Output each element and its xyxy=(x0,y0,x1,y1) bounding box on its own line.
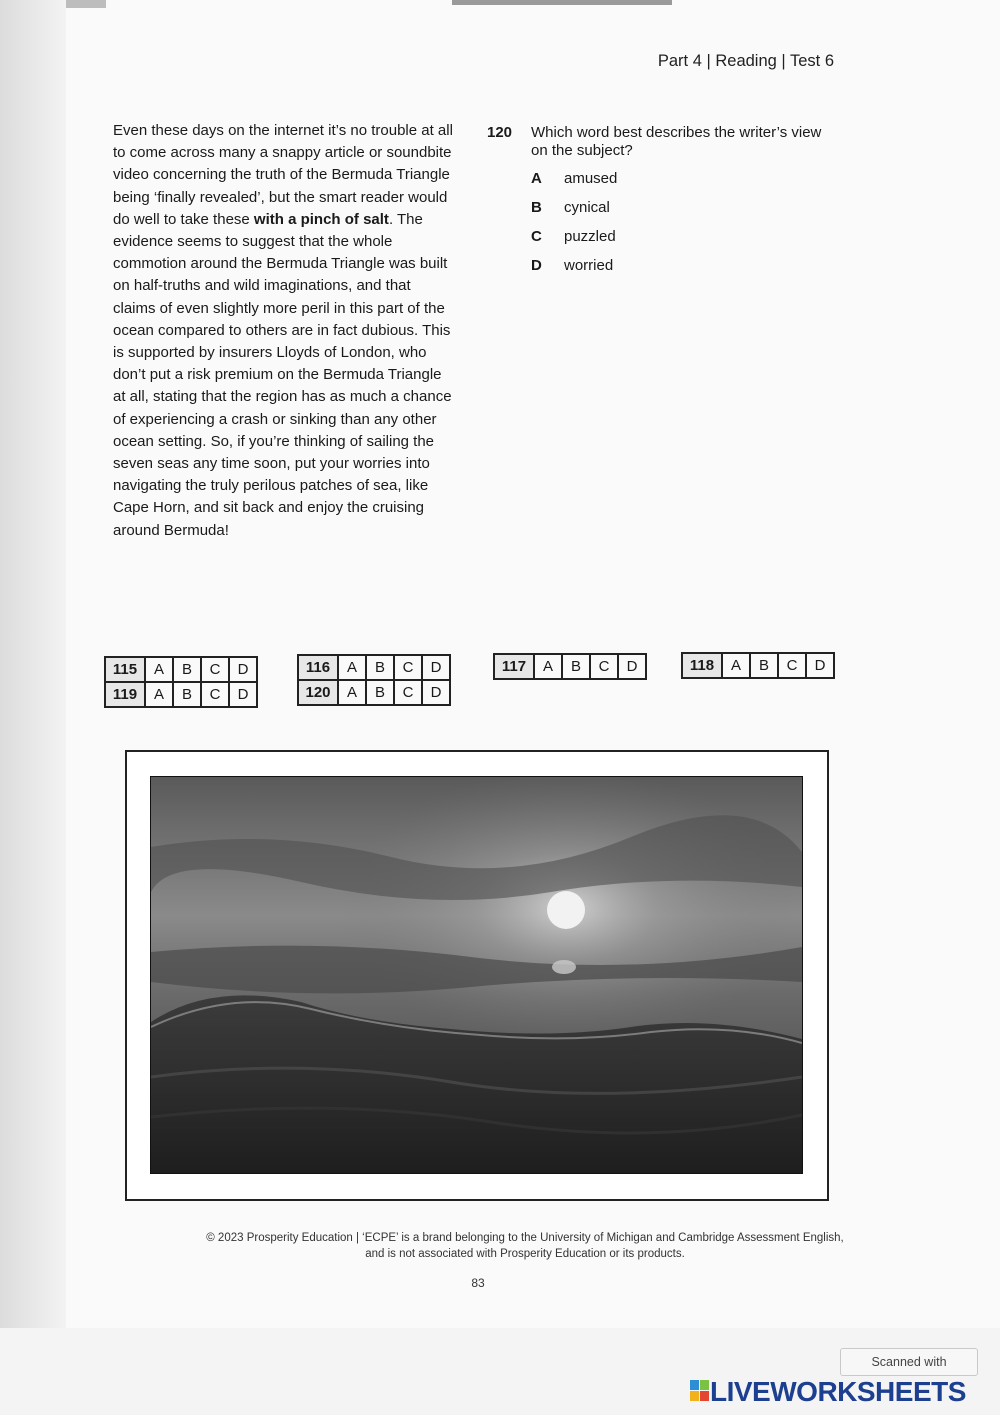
answer-row-115 xyxy=(105,657,257,682)
option-letter: C xyxy=(531,228,542,245)
option-text: amused xyxy=(564,170,618,187)
copyright-line: and is not associated with Prosperity Education or its products. xyxy=(365,1248,685,1260)
option-b[interactable] xyxy=(531,199,617,228)
grid-cell-a[interactable]: A xyxy=(145,657,173,682)
grid-cell-c[interactable]: C xyxy=(201,682,229,707)
scan-badge: Scanned with xyxy=(840,1348,978,1376)
grid-cell-a[interactable]: A xyxy=(722,653,750,678)
grid-cell-b[interactable]: B xyxy=(173,657,201,682)
grid-cell-d[interactable]: D xyxy=(229,657,257,682)
answer-grid-115-119 xyxy=(104,656,258,708)
page-number: 83 xyxy=(471,1276,485,1290)
question-stem: Which word best describes the writer’s view on the subject? xyxy=(531,124,822,159)
answer-row-119 xyxy=(105,682,257,707)
option-letter: D xyxy=(531,257,542,274)
photo-frame xyxy=(125,750,829,1201)
grid-cell-c[interactable]: C xyxy=(394,655,422,680)
grid-question-number: 117 xyxy=(494,654,534,679)
grid-question-number: 116 xyxy=(298,655,338,680)
passage-text: Even these days on the internet it’s no trouble at all to come across many a snappy article or soundbite video concerning the truth of the Bermuda Triangle being ‘finally revealed’, but the smart reader would do well to take these xyxy=(113,122,453,228)
option-text: worried xyxy=(564,257,614,274)
scan-artifact xyxy=(66,0,106,8)
reading-passage xyxy=(113,120,453,542)
grid-cell-a[interactable]: A xyxy=(338,655,366,680)
grid-cell-c[interactable]: C xyxy=(590,654,618,679)
liveworksheets-logo[interactable] xyxy=(690,1376,990,1408)
answer-row-116 xyxy=(298,655,450,680)
grid-cell-b[interactable]: B xyxy=(562,654,590,679)
running-head: Part 4 | Reading | Test 6 xyxy=(657,52,834,70)
grid-cell-d[interactable]: D xyxy=(422,655,450,680)
logo-text: LIVEWORKSHEETS xyxy=(710,1376,966,1407)
grid-question-number: 115 xyxy=(105,657,145,682)
answer-row-120 xyxy=(298,680,450,705)
option-a[interactable] xyxy=(531,170,617,199)
option-c[interactable] xyxy=(531,228,617,257)
option-letter: A xyxy=(531,170,542,187)
copyright-line: © 2023 Prosperity Education | ‘ECPE’ is a brand belonging to the University of Michigan and Cambridge Assessment English, xyxy=(206,1232,844,1244)
grid-cell-c[interactable]: C xyxy=(394,680,422,705)
grid-cell-b[interactable]: B xyxy=(750,653,778,678)
scan-artifact xyxy=(452,0,672,5)
grid-cell-c[interactable]: C xyxy=(778,653,806,678)
grid-cell-a[interactable]: A xyxy=(534,654,562,679)
grid-question-number: 120 xyxy=(298,680,338,705)
answer-grid-118 xyxy=(681,652,835,679)
option-text: puzzled xyxy=(564,228,616,245)
grid-cell-b[interactable]: B xyxy=(366,655,394,680)
question-number: 120 xyxy=(487,124,513,141)
grid-cell-d[interactable]: D xyxy=(618,654,646,679)
option-text: cynical xyxy=(564,199,610,216)
answer-row-118 xyxy=(682,653,834,678)
answer-grid-116-120 xyxy=(297,654,451,706)
copyright-notice xyxy=(100,1230,950,1262)
grid-question-number: 119 xyxy=(105,682,145,707)
grid-cell-d[interactable]: D xyxy=(422,680,450,705)
grid-cell-a[interactable]: A xyxy=(145,682,173,707)
answer-grid-117 xyxy=(493,653,647,680)
grid-cell-b[interactable]: B xyxy=(173,682,201,707)
grid-cell-d[interactable]: D xyxy=(229,682,257,707)
answer-row-117 xyxy=(494,654,646,679)
logo-grid-icon xyxy=(690,1380,710,1402)
answer-options xyxy=(531,170,617,286)
grid-cell-b[interactable]: B xyxy=(366,680,394,705)
option-letter: B xyxy=(531,199,542,216)
grid-cell-a[interactable]: A xyxy=(338,680,366,705)
grid-question-number: 118 xyxy=(682,653,722,678)
scan-edge-left xyxy=(0,0,66,1330)
grid-cell-c[interactable]: C xyxy=(201,657,229,682)
passage-text: . The evidence seems to suggest that the whole commotion around the Bermuda Triangle was built on half-truths and wild imaginations, and that claims of even slightly more peril in this part of the ocean compared to others are in fact dubious. This is supported by insurers Lloyds of London, who don’t put a risk premium on the Bermuda Triangle at all, stating that the region has as much a chance of experiencing a crash or sinking than any other ocean setting. So, if you’re thinking of sailing the seven seas any time soon, put your worries into navigating the truly perilous patches of sea, like Cape Horn, and sit back and enjoy the cruising around Bermuda! xyxy=(113,210,452,539)
ocean-sunset-photo xyxy=(150,776,803,1174)
grid-cell-d[interactable]: D xyxy=(806,653,834,678)
option-d[interactable] xyxy=(531,257,617,286)
passage-bold-phrase: with a pinch of salt xyxy=(253,210,389,228)
